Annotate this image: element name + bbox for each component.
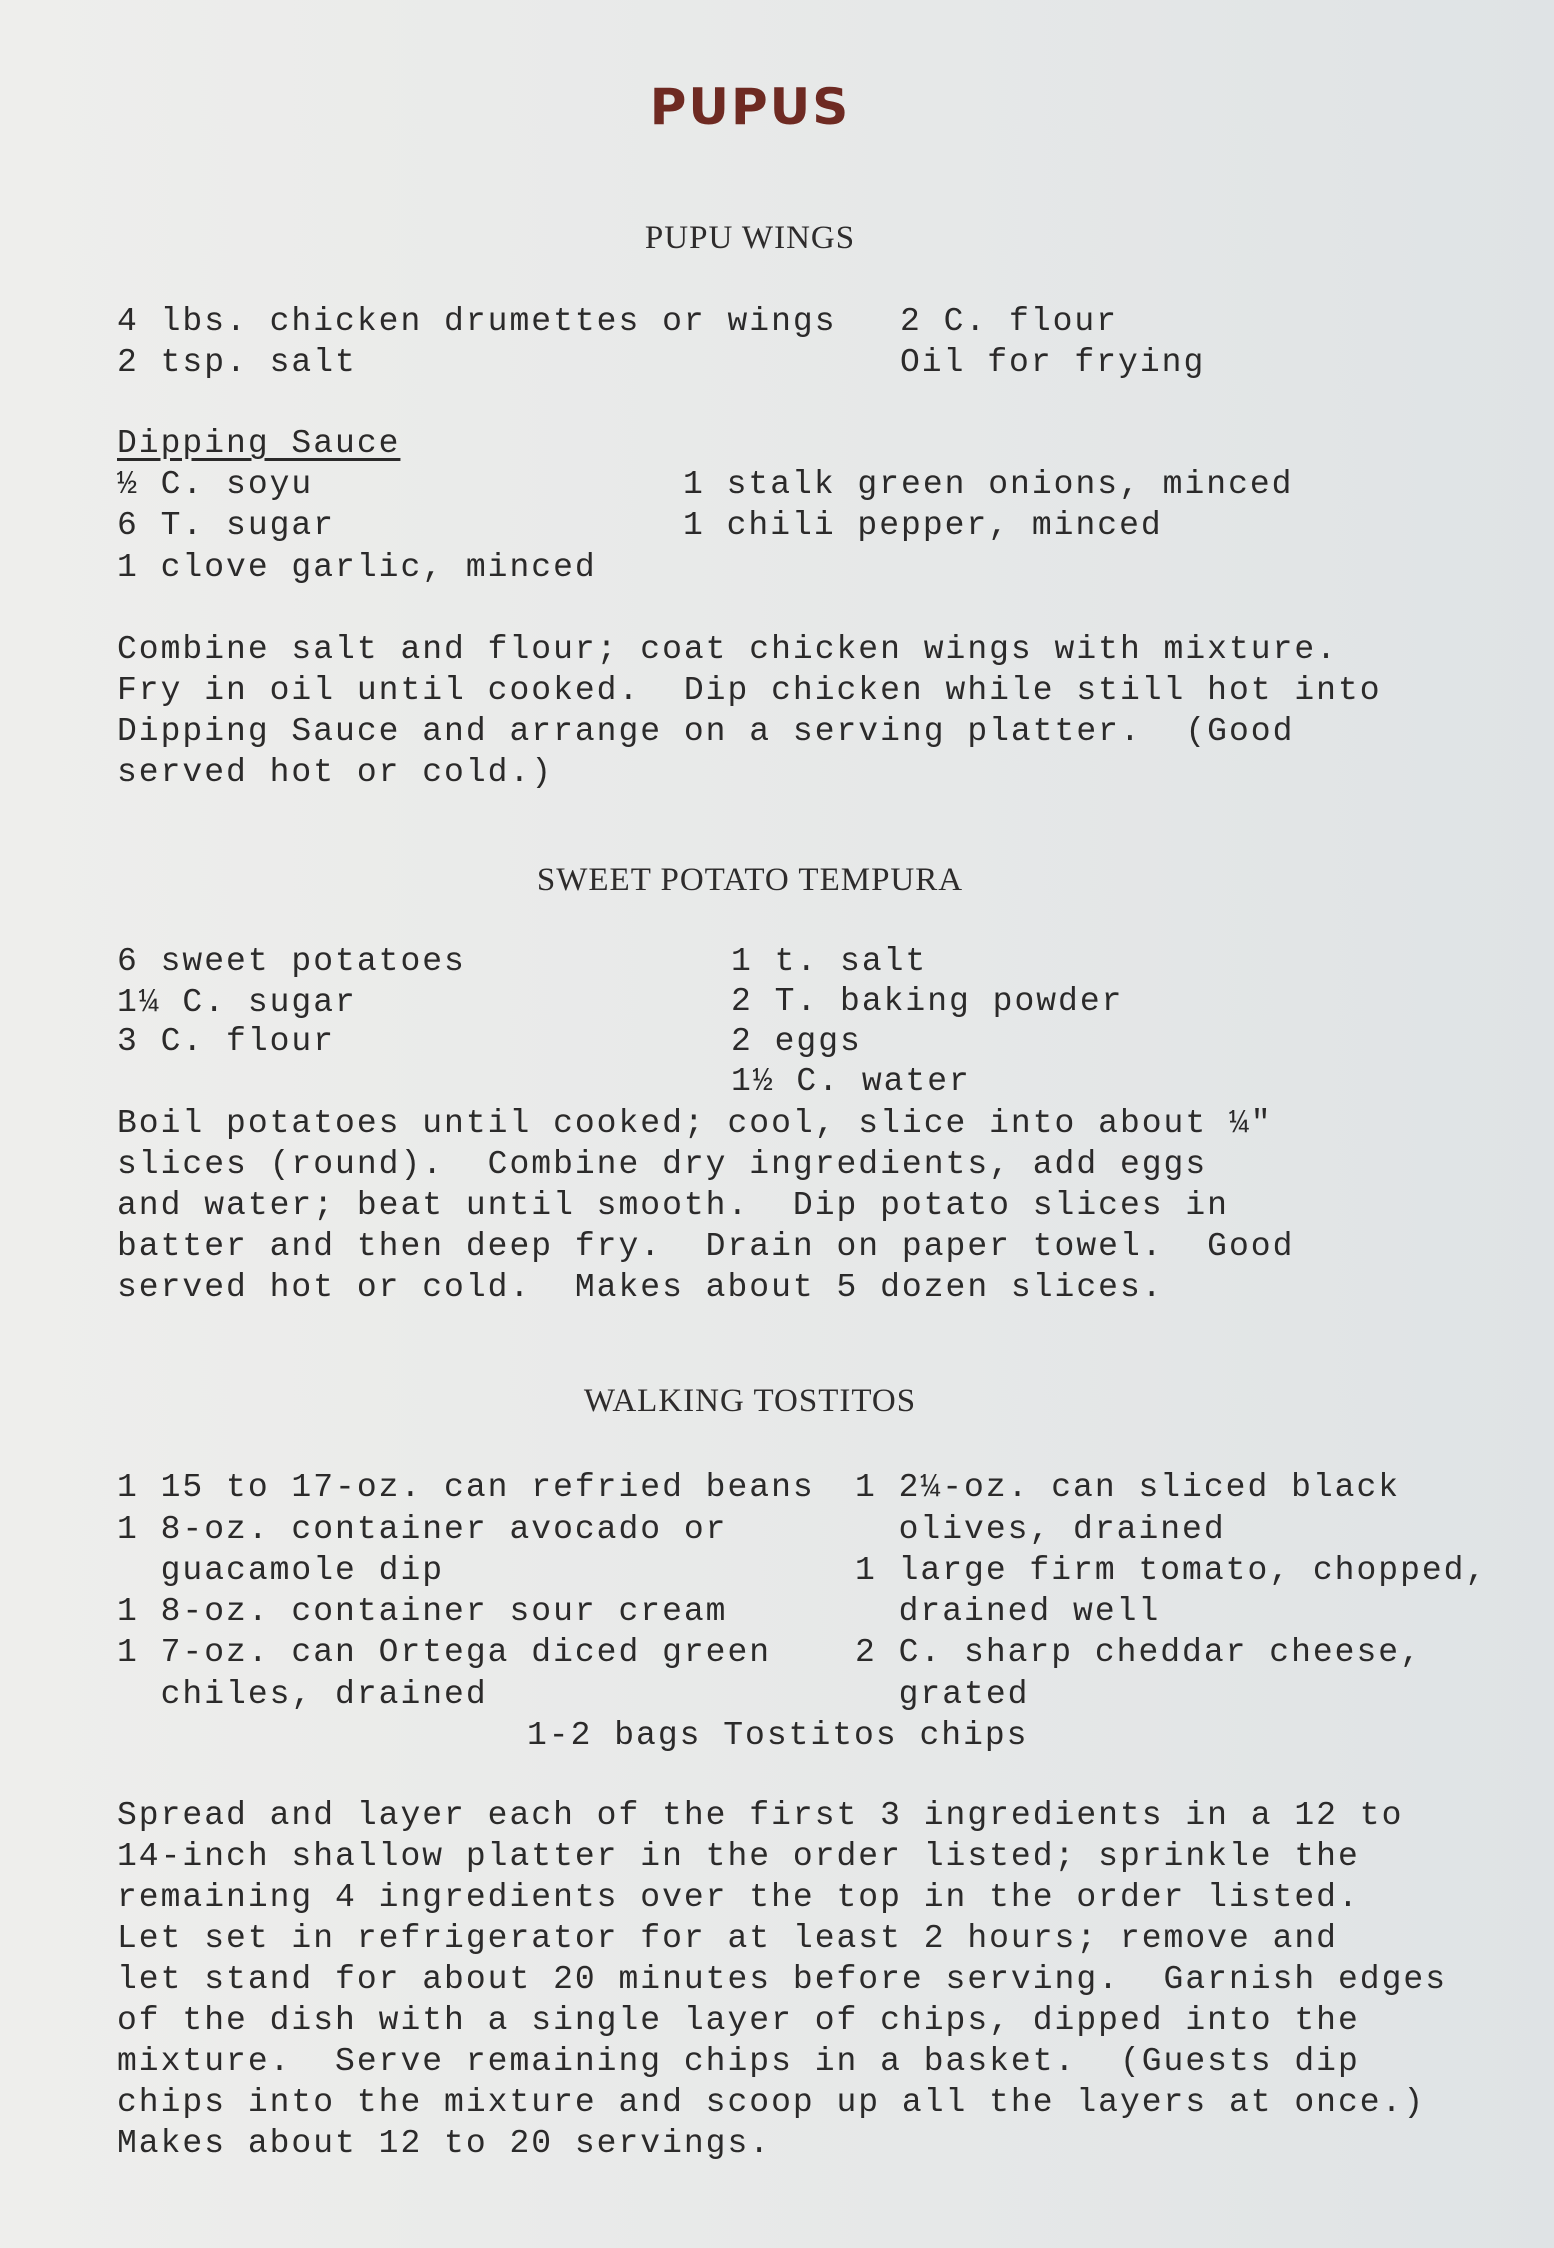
direction-line: Combine salt and flour; coat chicken wings with mixture. bbox=[117, 631, 1338, 668]
ingredient-line: 2 T. baking powder bbox=[731, 983, 1124, 1020]
ingredient-line: 1 large firm tomato, chopped, bbox=[855, 1552, 1488, 1589]
ingredient-line: grated bbox=[855, 1676, 1030, 1713]
ingredient-line: 2 eggs bbox=[731, 1023, 862, 1060]
ingredient-line: 1 t. salt bbox=[731, 943, 928, 980]
ingredient-line: 1 chili pepper, minced bbox=[683, 507, 1163, 544]
direction-line: of the dish with a single layer of chips, dipped into the bbox=[117, 2002, 1360, 2039]
ingredient-line: 4 lbs. chicken drumettes or wings bbox=[117, 303, 837, 340]
ingredient-line: Oil for frying bbox=[900, 344, 1206, 381]
sweet-potato-directions bbox=[117, 1103, 1437, 1308]
ingredient-line: 1¼ C. sugar bbox=[117, 984, 357, 1021]
dipping-sauce-heading: Dipping Sauce bbox=[117, 425, 401, 462]
direction-line: Spread and layer each of the first 3 ingredients in a 12 to bbox=[117, 1797, 1404, 1834]
direction-line: Makes about 12 to 20 servings. bbox=[117, 2125, 772, 2162]
ingredient-line: 6 T. sugar bbox=[117, 507, 336, 544]
ingredient-line: guacamole dip bbox=[117, 1552, 445, 1589]
ingredient-line: 1 8-oz. container sour cream bbox=[117, 1593, 728, 1630]
page-title: PUPUS bbox=[649, 78, 851, 136]
ingredient-line: 1 clove garlic, minced bbox=[117, 549, 597, 586]
direction-line: chips into the mixture and scoop up all the layers at once.) bbox=[117, 2084, 1426, 2121]
ingredient-line: 1 7-oz. can Ortega diced green bbox=[117, 1634, 772, 1671]
ingredient-line: 6 sweet potatoes bbox=[117, 943, 466, 980]
direction-line: and water; beat until smooth. Dip potato slices in bbox=[117, 1187, 1229, 1224]
ingredient-line: chiles, drained bbox=[117, 1676, 488, 1713]
ingredient-line: 1 8-oz. container avocado or bbox=[117, 1511, 728, 1548]
sweet-potato-tempura-heading: SWEET POTATO TEMPURA bbox=[536, 862, 964, 898]
direction-line: mixture. Serve remaining chips in a basket. (Guests dip bbox=[117, 2043, 1360, 2080]
direction-line: batter and then deep fry. Drain on paper towel. Good bbox=[117, 1228, 1295, 1265]
direction-line: served hot or cold.) bbox=[117, 754, 554, 791]
ingredient-line: 3 C. flour bbox=[117, 1023, 336, 1060]
ingredient-line: ½ C. soyu bbox=[117, 466, 314, 503]
ingredient-line: olives, drained bbox=[855, 1511, 1226, 1548]
direction-line: Fry in oil until cooked. Dip chicken while still hot into bbox=[117, 672, 1382, 709]
direction-line: 14-inch shallow platter in the order listed; sprinkle the bbox=[117, 1838, 1360, 1875]
direction-line: Let set in refrigerator for at least 2 hours; remove and bbox=[117, 1920, 1338, 1957]
chips-line: 1-2 bags Tostitos chips bbox=[527, 1717, 1029, 1754]
direction-line: served hot or cold. Makes about 5 dozen slices. bbox=[117, 1269, 1164, 1306]
ingredient-line: drained well bbox=[855, 1593, 1161, 1630]
ingredient-line: 1 stalk green onions, minced bbox=[683, 466, 1294, 503]
direction-line: slices (round). Combine dry ingredients, add eggs bbox=[117, 1146, 1208, 1183]
direction-line: let stand for about 20 minutes before serving. Garnish edges bbox=[117, 1961, 1447, 1998]
walking-tostitos-heading: WALKING TOSTITOS bbox=[583, 1383, 917, 1419]
ingredient-line: 1 15 to 17-oz. can refried beans bbox=[117, 1469, 815, 1506]
direction-line: Boil potatoes until cooked; cool, slice into about ¼" bbox=[117, 1105, 1273, 1142]
ingredient-line: 2 C. flour bbox=[900, 303, 1119, 340]
ingredient-line: 2 C. sharp cheddar cheese, bbox=[855, 1634, 1422, 1671]
direction-line: Dipping Sauce and arrange on a serving platter. (Good bbox=[117, 713, 1295, 750]
walking-tostitos-directions bbox=[117, 1795, 1447, 2164]
pupu-wings-directions bbox=[117, 629, 1437, 793]
ingredient-line: 2 tsp. salt bbox=[117, 344, 357, 381]
pupu-wings-heading: PUPU WINGS bbox=[644, 220, 856, 256]
direction-line: remaining 4 ingredients over the top in the order listed. bbox=[117, 1879, 1360, 1916]
ingredient-line: 1 2¼-oz. can sliced black bbox=[855, 1469, 1401, 1506]
ingredient-line: 1½ C. water bbox=[731, 1063, 971, 1100]
